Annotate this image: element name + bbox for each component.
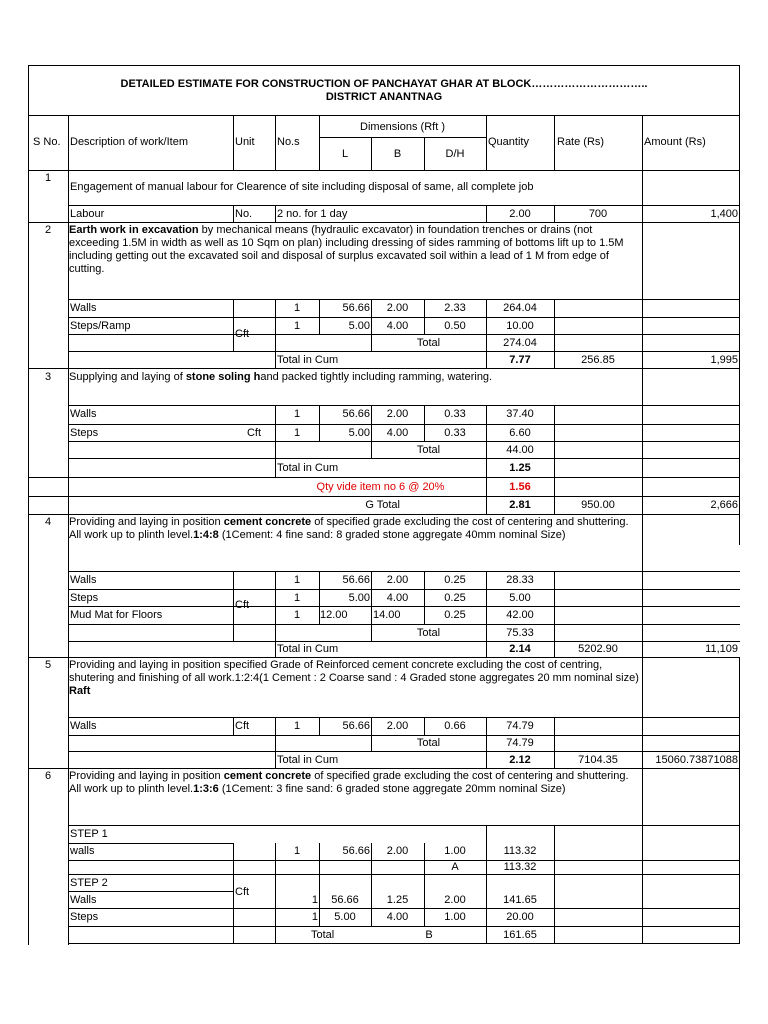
- grid-line: [28, 368, 740, 369]
- item5-row1-nos: 1: [293, 720, 301, 732]
- item3-amount: 2,666: [710, 499, 738, 511]
- title-line-2: DISTRICT ANANTNAG: [325, 91, 443, 103]
- item2-desc-bold: Earth work in excavation: [69, 224, 199, 236]
- item2-row1-qty: 264.04: [503, 302, 537, 314]
- grid-line: [642, 222, 643, 299]
- grid-line: [68, 299, 740, 300]
- grid-line: [28, 496, 740, 497]
- item2-total-label: Total: [416, 337, 441, 349]
- item6-desc-c: (1Cement: 3 fine sand: 6 graded stone aggregate 20mm nominal Size): [218, 783, 566, 795]
- item3-qty-vide: 1.56: [509, 481, 531, 493]
- item3-desc-b: and packed tightly including ramming, watering.: [260, 371, 493, 383]
- grid-line: [68, 908, 740, 909]
- grid-line: [68, 458, 740, 459]
- item5-cum: 2.12: [509, 754, 531, 766]
- item6-step2-row1-dh: 2.00: [444, 894, 466, 906]
- item5-amount: 15060.73871088: [655, 754, 738, 766]
- grid-line: [68, 571, 740, 572]
- item4-cum-label: Total in Cum: [277, 643, 339, 655]
- header-sno: S No.: [33, 136, 61, 148]
- grid-line: [68, 624, 740, 625]
- grid-line: [642, 170, 643, 205]
- item6-desc-bold2: 1:3:6: [193, 783, 219, 795]
- grid-line: [28, 477, 740, 478]
- grid-line: [68, 115, 69, 171]
- grid-line: [68, 843, 233, 844]
- item4-row3-dh: 0.25: [444, 609, 466, 621]
- header-nos: No.s: [277, 136, 300, 148]
- grid-line: [68, 405, 740, 406]
- grid-line: [642, 514, 643, 571]
- header-dimensions: Dimensions (Rft ): [360, 121, 445, 133]
- item4-row2-qty: 5.00: [509, 592, 531, 604]
- header-breadth: B: [393, 148, 402, 160]
- item3-row1-b: 2.00: [386, 408, 409, 420]
- item6-desc-bold1: cement concrete: [223, 770, 312, 782]
- item1-rate: 700: [588, 208, 608, 220]
- item5-desc-text: Providing and laying in position specified Grade of Reinforced cement concrete excluding the cost of centring, shutering and finishing of all work.1:2:4(1 Cement : 2 Coarse sand : 4 Graded stone aggregates 20 mm nominal size): [69, 659, 639, 684]
- item6-step2-row2-nos: 1: [311, 911, 318, 923]
- grid-line: [486, 825, 487, 943]
- grid-line: [68, 891, 233, 892]
- item5-row1-l: 56.66: [342, 720, 370, 732]
- item4-row3-b: 14.00: [373, 609, 401, 621]
- item6-step1-l: 56.66: [342, 845, 370, 857]
- grid-line: [68, 926, 740, 927]
- item4-row1-b: 2.00: [386, 574, 409, 586]
- item5-total-label: Total: [416, 737, 441, 749]
- grid-line: [68, 170, 69, 945]
- item6-step1-qty: 113.32: [503, 845, 537, 857]
- item6-b-label: B: [425, 929, 433, 941]
- item3-row2-l: 5.00: [348, 427, 370, 439]
- grid-line: [28, 65, 740, 66]
- header-description: Description of work/Item: [70, 136, 188, 148]
- item6-step2-row2-qty: 20.00: [506, 911, 534, 923]
- grid-line: [68, 717, 740, 718]
- item4-row1-dh: 0.25: [444, 574, 466, 586]
- grid-line: [642, 768, 643, 825]
- item1-unit: No.: [235, 208, 253, 220]
- grid-line: [68, 860, 740, 861]
- grid-line: [486, 405, 487, 514]
- item4-row1-qty: 28.33: [506, 574, 534, 586]
- item4-unit: Cft: [235, 599, 250, 611]
- item4-total: 75.33: [506, 627, 534, 639]
- item5-row1-label: Walls: [70, 720, 97, 732]
- item3-row1-nos: 1: [293, 408, 301, 420]
- item4-amount: 11,109: [705, 643, 738, 655]
- item6-a-label: A: [451, 861, 459, 873]
- item2-row2-l: 5.00: [348, 320, 370, 332]
- item1-labour-label: Labour: [70, 208, 105, 220]
- item6-sno: 6: [44, 770, 52, 782]
- grid-line: [68, 205, 740, 206]
- header-amount: Amount (Rs): [644, 136, 706, 148]
- item3-gtotal-label: G Total: [365, 499, 400, 511]
- item5-cum-label: Total in Cum: [277, 754, 339, 766]
- item5-description: [69, 659, 641, 698]
- item3-cum: 1.25: [509, 462, 531, 474]
- item3-total-label: Total: [416, 444, 441, 456]
- grid-line: [233, 571, 234, 641]
- item3-description: [69, 371, 492, 384]
- item4-sno: 4: [44, 516, 52, 528]
- item5-row1-b: 2.00: [386, 720, 409, 732]
- item1-nos: 2 no. for 1 day: [277, 208, 348, 220]
- grid-line: [233, 299, 234, 351]
- grid-line: [68, 874, 740, 875]
- item2-row2-qty: 10.00: [506, 320, 534, 332]
- item4-row2-l: 5.00: [348, 592, 370, 604]
- item4-desc-b: of specified grade excluding the cost of centering and shuttering. All work up to plinth level.: [69, 516, 629, 541]
- item6-total-label: Total: [311, 929, 335, 941]
- item2-unit: Cft: [235, 328, 250, 340]
- item4-desc-c: (1Cement: 4 fine sand: 8 graded stone aggregate 40mm nominal Size): [218, 529, 566, 541]
- grid-line: [233, 843, 234, 943]
- item6-desc-a: Providing and laying in position: [69, 770, 224, 782]
- item2-cum-label: Total in Cum: [277, 354, 339, 366]
- item4-row1-l: 56.66: [342, 574, 370, 586]
- grid-line: [275, 205, 276, 222]
- item6-step1-nos: 1: [293, 845, 301, 857]
- item4-row2-dh: 0.25: [444, 592, 466, 604]
- grid-line: [28, 222, 740, 223]
- item6-step2-row2-dh: 1.00: [444, 911, 466, 923]
- item4-desc-bold1: cement concrete: [223, 516, 312, 528]
- grid-line: [233, 205, 234, 222]
- item6-step2-label: STEP 2: [70, 877, 108, 889]
- item5-total: 74.79: [506, 737, 534, 749]
- item2-total: 274.04: [503, 337, 537, 349]
- item6-a-value: 113.32: [503, 861, 537, 873]
- item1-description: Engagement of manual labour for Clearence of site including disposal of same, all complete job: [70, 181, 534, 193]
- item3-row1-qty: 37.40: [506, 408, 534, 420]
- item3-rate: 950.00: [581, 499, 615, 511]
- item4-row2-label: Steps: [70, 592, 99, 604]
- item4-row2-b: 4.00: [386, 592, 409, 604]
- grid-line: [554, 405, 555, 514]
- item4-row2-nos: 1: [293, 592, 301, 604]
- grid-line: [68, 424, 740, 425]
- item4-total-label: Total: [416, 627, 441, 639]
- grid-line: [739, 825, 740, 943]
- item6-description: [69, 770, 641, 796]
- item6-step1-dh: 1.00: [444, 845, 466, 857]
- item5-row1-dh: 0.66: [444, 720, 466, 732]
- item6-step2-row2-label: Steps: [70, 911, 99, 923]
- item2-cum: 7.77: [509, 354, 531, 366]
- item3-row2-qty: 6.60: [509, 427, 531, 439]
- item3-desc-a: Supplying and laying of: [69, 371, 186, 383]
- grid-line: [68, 735, 740, 736]
- item5-unit: Cft: [235, 720, 250, 732]
- item4-row3-label: Mud Mat for Floors: [70, 609, 163, 621]
- grid-line: [28, 115, 740, 116]
- grid-line: [642, 115, 643, 171]
- item1-quantity: 2.00: [509, 208, 531, 220]
- item3-row1-l: 56.66: [342, 408, 370, 420]
- header-unit: Unit: [235, 136, 255, 148]
- grid-line: [233, 115, 234, 171]
- grid-line: [68, 351, 740, 352]
- item3-row2-b: 4.00: [386, 427, 409, 439]
- item3-qty-vide-label: Qty vide item no 6 @ 20%: [316, 481, 445, 493]
- item3-row1-dh: 0.33: [444, 408, 466, 420]
- item2-row1-dh: 2.33: [444, 302, 466, 314]
- item2-row1-b: 2.00: [386, 302, 409, 314]
- item3-row1-label: Walls: [70, 408, 97, 420]
- item3-row2-nos: 1: [293, 427, 301, 439]
- item6-desc-b: of specified grade excluding the cost of centering and shuttering. All work up to plinth level.: [69, 770, 629, 795]
- item2-row2-label: Steps/Ramp: [70, 320, 131, 332]
- grid-line: [486, 115, 487, 171]
- item5-desc-bold: Raft: [69, 685, 91, 697]
- item3-row2-dh: 0.33: [444, 427, 466, 439]
- item6-step2-row1-qty: 141.65: [503, 894, 537, 906]
- item5-sno: 5: [44, 659, 52, 671]
- grid-line: [68, 589, 740, 590]
- item3-total: 44.00: [506, 444, 534, 456]
- item5-rate: 7104.35: [578, 754, 618, 766]
- item3-gtotal: 2.81: [509, 499, 531, 511]
- item1-amount: 1,400: [710, 208, 738, 220]
- item6-step2-row2-b: 4.00: [386, 911, 409, 923]
- grid-line: [28, 65, 29, 945]
- item4-desc-a: Providing and laying in position: [69, 516, 224, 528]
- item4-row3-nos: 1: [293, 609, 301, 621]
- grid-line: [642, 825, 643, 943]
- item2-row1-nos: 1: [293, 302, 301, 314]
- item2-row2-b: 4.00: [386, 320, 409, 332]
- item6-step1-label: STEP 1: [70, 828, 108, 840]
- header-depth: D/H: [445, 148, 465, 160]
- item4-cum: 2.14: [509, 643, 531, 655]
- item2-amount: 1,995: [710, 354, 738, 366]
- item1-sno: 1: [44, 172, 52, 184]
- grid-line: [233, 717, 234, 735]
- grid-line: [68, 751, 740, 752]
- grid-line: [68, 943, 740, 944]
- header-quantity: Quantity: [488, 136, 529, 148]
- item3-unit: Cft: [246, 427, 262, 439]
- header-rate: Rate (Rs): [557, 136, 605, 148]
- grid-line: [275, 115, 276, 171]
- grid-line: [28, 768, 740, 769]
- grid-line: [28, 170, 740, 171]
- item5-row1-qty: 74.79: [506, 720, 534, 732]
- item2-row2-nos: 1: [293, 320, 301, 332]
- grid-line: [739, 657, 740, 768]
- grid-line: [68, 334, 740, 335]
- item6-step2-row1-b: 1.25: [386, 894, 409, 906]
- item3-cum-label: Total in Cum: [277, 462, 339, 474]
- item4-row3-qty: 42.00: [506, 609, 534, 621]
- item3-row2-label: Steps: [70, 427, 99, 439]
- grid-line: [739, 65, 740, 545]
- title-line-1: DETAILED ESTIMATE FOR CONSTRUCTION OF PANCHAYAT GHAR AT BLOCK…………………………..: [120, 78, 648, 90]
- item4-rate: 5202.90: [578, 643, 618, 655]
- grid-line: [739, 768, 740, 825]
- item6-step2-row1-nos: 1: [311, 894, 318, 906]
- item3-sno: 3: [44, 371, 52, 383]
- item4-row3-l: 12.00: [320, 609, 348, 621]
- item2-row1-label: Walls: [70, 302, 97, 314]
- grid-line: [68, 441, 740, 442]
- item2-row1-l: 56.66: [342, 302, 370, 314]
- grid-line: [319, 137, 486, 138]
- item2-desc-text: by mechanical means (hydraulic excavator) in foundation trenches or drains (not exceeding 1.5M in width as well as 10 Sqm on plan) including dressing of sides ramming of bottoms lift up to 1.5M including getting out the excavated soil and disposal of surplus excavated soil within a lead of 1 M from edge of cutting.: [69, 224, 624, 275]
- grid-line: [642, 657, 643, 717]
- grid-line: [68, 825, 740, 826]
- item6-step2-row2-l: 5.00: [334, 911, 356, 923]
- grid-line: [68, 317, 740, 318]
- item2-sno: 2: [44, 224, 52, 236]
- grid-line: [28, 514, 740, 515]
- item2-description: [69, 224, 641, 276]
- grid-line: [275, 843, 276, 943]
- grid-line: [554, 115, 555, 171]
- item6-unit: Cft: [235, 886, 250, 898]
- item6-step1-b: 2.00: [386, 845, 409, 857]
- item6-step2-row1-label: Walls: [70, 894, 97, 906]
- item4-description: [69, 516, 641, 542]
- item2-row2-dh: 0.50: [444, 320, 466, 332]
- grid-line: [68, 606, 740, 607]
- header-length: L: [341, 148, 349, 160]
- item6-step2-row1-l: 56.66: [331, 894, 359, 906]
- item6-b-value: 161.65: [503, 929, 537, 941]
- item6-step1-walls-label: walls: [70, 845, 95, 857]
- grid-line: [28, 657, 740, 658]
- item4-desc-bold2: 1:4:8: [193, 529, 219, 541]
- item3-desc-bold: stone soling h: [185, 371, 261, 383]
- grid-line: [554, 825, 555, 943]
- grid-line: [642, 368, 643, 405]
- grid-line: [642, 405, 643, 514]
- item2-rate: 256.85: [581, 354, 615, 366]
- grid-line: [68, 641, 740, 642]
- item4-row1-label: Walls: [70, 574, 97, 586]
- item4-row1-nos: 1: [293, 574, 301, 586]
